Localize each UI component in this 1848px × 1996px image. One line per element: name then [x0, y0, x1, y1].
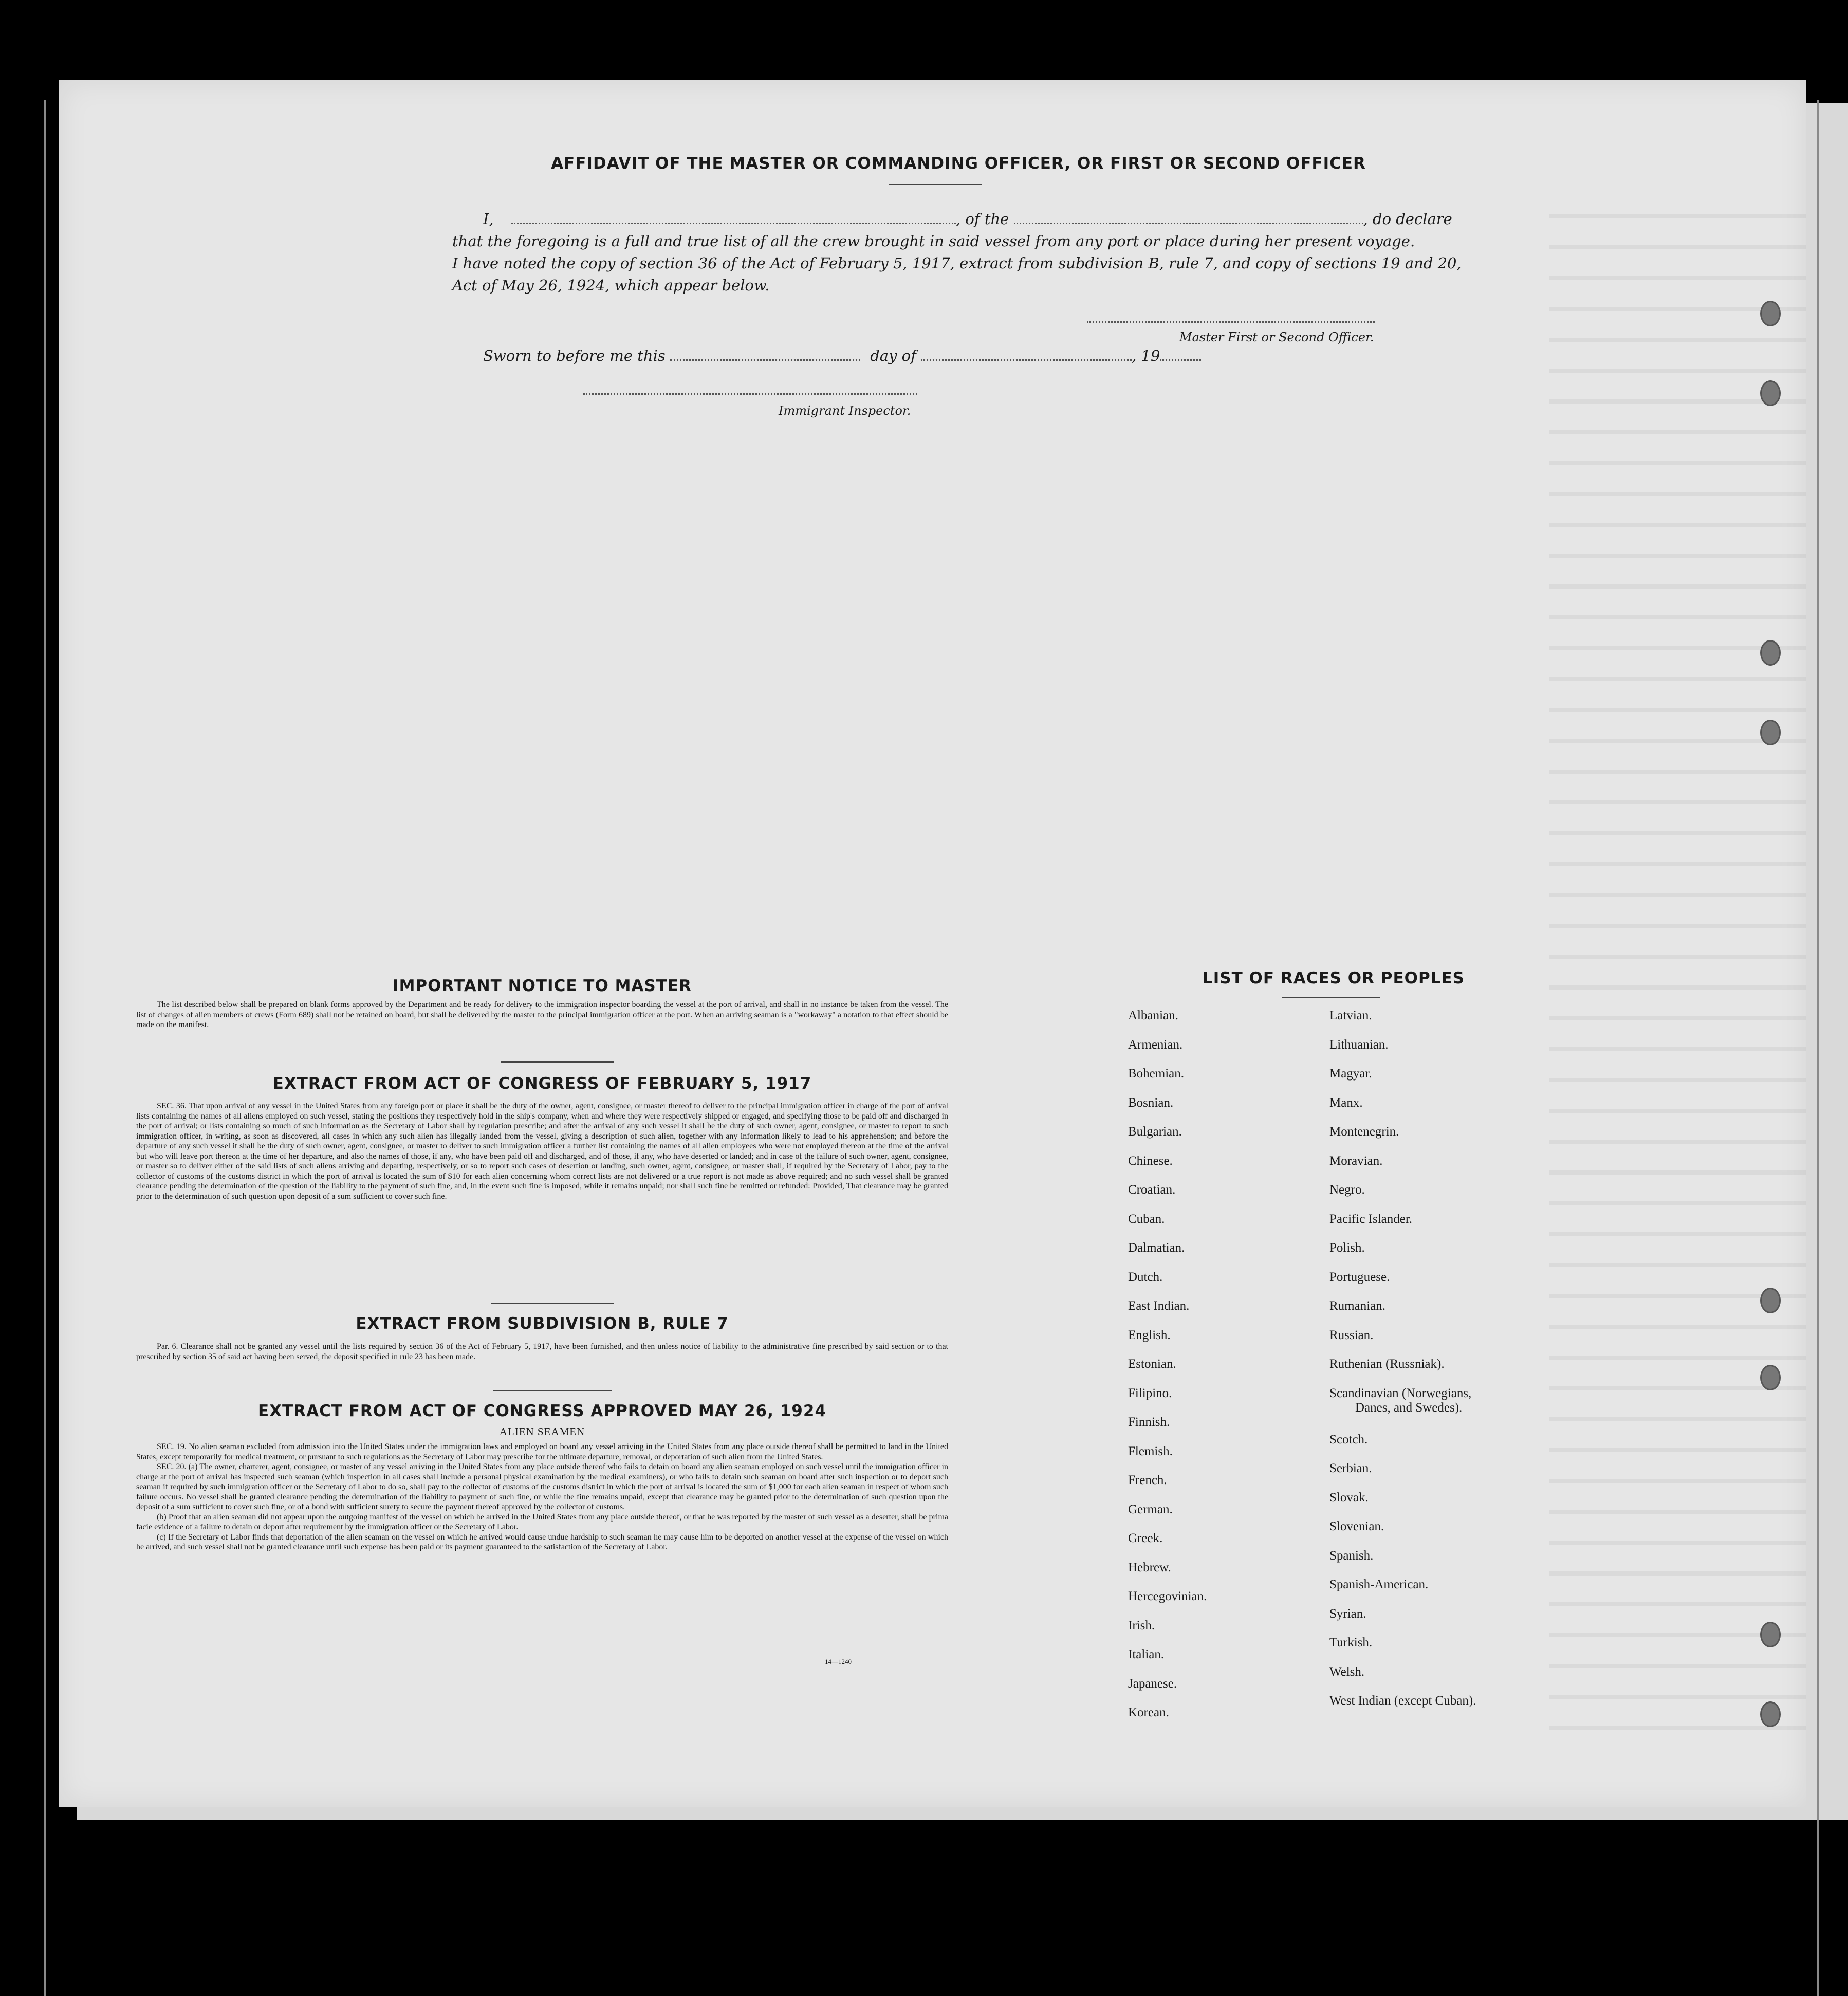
race-item: Ruthenian (Russniak). [1329, 1357, 1445, 1371]
inspector-label: Immigrant Inspector. [779, 404, 911, 418]
race-item: Rumanian. [1329, 1299, 1386, 1313]
race-item: Slovenian. [1329, 1519, 1384, 1533]
binding-hole-icon [1760, 1365, 1781, 1390]
race-item: West Indian (except Cuban). [1329, 1694, 1476, 1708]
race-item: Negro. [1329, 1183, 1365, 1197]
race-item: Finnish. [1128, 1415, 1170, 1429]
master-signature-label: Master First or Second Officer. [1179, 330, 1374, 344]
race-item: Bosnian. [1128, 1096, 1174, 1110]
race-item: Spanish. [1329, 1549, 1374, 1563]
binding-hole-icon [1760, 720, 1781, 745]
race-item: Armenian. [1128, 1038, 1183, 1052]
sec-20b: (b) Proof that an alien seaman did not appear upon the outgoing manifest of the vessel on which he arrived in the United States from any place outside thereof, or that he was reported by the master of such vessel as a deserter, shall be prima facie evidence of a failure to detain or deport after requirement by the immigration officer or the Secretary of Labor. [136, 1512, 948, 1531]
affidavit-declaration [452, 208, 1470, 297]
race-item: English. [1128, 1328, 1171, 1342]
affidavit-title: AFFIDAVIT OF THE MASTER OR COMMANDING OFFICER, OR FIRST OR SECOND OFFICER [551, 154, 1366, 173]
race-item: Portuguese. [1329, 1270, 1390, 1284]
race-item: Spanish-American. [1329, 1578, 1429, 1591]
race-item: Dutch. [1128, 1270, 1163, 1284]
declaration-line-1 [452, 208, 1470, 230]
race-item: Bulgarian. [1128, 1125, 1182, 1139]
race-item: German. [1128, 1503, 1173, 1516]
declarant-name-field[interactable] [511, 223, 956, 224]
race-item: Scotch. [1329, 1433, 1368, 1446]
race-item: Filipino. [1128, 1386, 1172, 1400]
race-item: Moravian. [1329, 1154, 1383, 1168]
rule7-body: Par. 6. Clearance shall not be granted any vessel until the lists required by section 36 of the Act of February 5, 1917, have been furnished, and then unless notice of liability to the administrative fine prescribed by said section or to that prescribed by section 35 of said act having been served, the deposit specified in rule 23 has been made. [136, 1342, 948, 1361]
race-item: Irish. [1128, 1619, 1155, 1633]
declaration-line-4: Act of May 26, 1924, which appear below. [452, 277, 770, 294]
race-item: Polish. [1329, 1241, 1365, 1255]
race-item: Turkish. [1329, 1636, 1373, 1650]
notice-title: IMPORTANT NOTICE TO MASTER [393, 977, 692, 995]
race-item: Flemish. [1128, 1444, 1173, 1458]
race-item: French. [1128, 1473, 1167, 1487]
decl-i: I, [483, 210, 494, 228]
extract-1917-body: SEC. 36. That upon arrival of any vessel in the United States from any foreign port or place it shall be the duty of the owner, agent, consignee, or master thereof to deliver to the principal immigration officer in charge of the port of arrival lists containing the names of all aliens employed on such vessel, stating the positions they respectively hold in the ship's company, when and where they were respectively shipped or engaged, and specifying those to be paid off and discharged in the port of arrival; or lists containing so much of such information as the Secretary of Labor shall by regulation prescribe; and after the arrival of any such vessel it shall be the duty of such owner, agent, consignee, or master to report to such immigration officer, in writing, as soon as discovered, all cases in which any such alien has illegally landed from the vessel, giving a description of such alien, together with any information likely to lead to his apprehension; and before the departure of any such vessel it shall be the duty of such owner, agent, consignee, or master to deliver to such immigration officer a further list containing the names of all alien employees who were not employed thereon at the time of the arrival but who will leave port thereon at the time of her departure, and also the names of those, if any, who have been paid off and discharged, and of those, if any, who have deserted or landed; and in case of the failure of such owner, agent, consignee, or master so to deliver either of the said lists of such aliens arriving and departing, respectively, or so to report such cases of desertion or landing, such owner, agent, consignee, or master shall, if required by the Secretary of Labor, pay to the collector of customs of the customs district in which the port of arrival is located the sum of $10 for each alien concerning whom correct lists are not delivered or a true report is not made as above required; and no such vessel shall be granted clearance pending the determination of the question of the liability to the payment of such fine, and, in the event such fine is imposed, while it remains unpaid; nor shall such fine be remitted or refunded: Provided, That clearance may be granted prior to the determination of such question upon deposit of a sum sufficient to cover such fine. [136, 1102, 948, 1201]
year-prefix-label: , 19 [1132, 347, 1160, 364]
rule7-title: EXTRACT FROM SUBDIVISION B, RULE 7 [356, 1314, 729, 1333]
race-item: Italian. [1128, 1647, 1165, 1661]
notice-body: The list described below shall be prepared on blank forms approved by the Department and be ready for delivery to the immigration inspector boarding the vessel at the port of arrival, and shall in no instance be taken from the vessel. The list of changes of alien members of crews (Form 689) shall not be retained on board, but shall be delivered by the master to the principal immigration officer at the port. When an arriving seaman is a "workaway" a notation to that effect should be made on the manifest. [136, 1000, 948, 1029]
declaration-line-3: I have noted the copy of section 36 of the Act of February 5, 1917, extract from subdivision B, rule 7, and copy of sections 19 and 20, [452, 254, 1462, 272]
binding-hole-icon [1760, 1701, 1781, 1727]
rule7-rule [493, 1390, 612, 1391]
race-item: Lithuanian. [1329, 1038, 1389, 1052]
vessel-name-field[interactable] [1014, 223, 1363, 224]
race-item: Croatian. [1128, 1183, 1176, 1197]
race-item: Danes, and Swedes). [1355, 1401, 1463, 1415]
decl-do-declare: , do declare [1363, 210, 1452, 228]
race-item: Chinese. [1128, 1154, 1173, 1168]
declaration-line-2: that the foregoing is a full and true list of all the crew brought in said vessel from any port or place during her present voyage. [452, 232, 1415, 250]
race-item: Korean. [1128, 1706, 1169, 1719]
sec-20c: (c) If the Secretary of Labor finds that deportation of the alien seaman on the vessel on which he arrived would cause undue hardship to such seaman he may cause him to be deported on another vessel at the expense of the vessel on which he arrived, and such vessel shall not be granted clearance until such expense has been paid or its payment guaranteed to the satisfaction of the Secretary of Labor. [136, 1532, 948, 1551]
binding-hole-icon [1760, 1622, 1781, 1647]
race-item: Greek. [1128, 1531, 1163, 1545]
race-item: Albanian. [1128, 1009, 1178, 1022]
notice-rule [501, 1061, 614, 1063]
alien-seamen-subtitle: ALIEN SEAMEN [499, 1425, 585, 1438]
sworn-day-field[interactable] [670, 359, 860, 361]
title-rule [889, 184, 982, 185]
binding-hole-icon [1760, 640, 1781, 666]
race-item: Cuban. [1128, 1212, 1165, 1226]
document-sheet [59, 80, 1806, 1807]
race-item: Dalmatian. [1128, 1241, 1185, 1255]
inspector-signature-field[interactable] [583, 393, 917, 395]
race-item: Hebrew. [1128, 1561, 1171, 1574]
binding-hole-icon [1760, 1288, 1781, 1313]
binding-hole-icon [1760, 301, 1781, 326]
extract-1917-rule [491, 1303, 614, 1304]
race-item: Russian. [1329, 1328, 1374, 1342]
decl-of-the: , of the [956, 210, 1009, 228]
master-signature-field[interactable] [1087, 321, 1375, 323]
binding-hole-icon [1760, 380, 1781, 406]
race-item: Syrian. [1329, 1607, 1366, 1621]
page-edge-left [44, 100, 46, 1996]
sworn-label: Sworn to before me this [483, 347, 666, 364]
sworn-month-field[interactable] [921, 359, 1132, 361]
race-item: Scandinavian (Norwegians, [1329, 1386, 1472, 1400]
race-item: Serbian. [1329, 1461, 1372, 1475]
page-edge-right [1817, 100, 1819, 1996]
race-item: Bohemian. [1128, 1067, 1185, 1081]
race-item: Montenegrin. [1329, 1125, 1399, 1139]
sworn-line [483, 347, 1201, 364]
race-item: Latvian. [1329, 1009, 1372, 1022]
race-item: Magyar. [1329, 1067, 1372, 1081]
race-item: Manx. [1329, 1096, 1363, 1110]
sec-20a: SEC. 20. (a) The owner, charterer, agent, consignee, or master of any vessel arriving in the United States from any place outside thereof who fails to detain on board any alien seaman employed on such vessel until the immigration officer in charge at the port of arrival has inspected such seaman (which inspection in all cases shall include a personal physical examination by the medical examiners), or who fails to detain such seaman on board after such inspection or to deport such seaman if required by such immigration officer or the Secretary of Labor to do so, shall pay to the collector of customs of the customs district in which the port of arrival is located the sum of $1,000 for each alien seaman in respect of whom such failure occurs. No vessel shall be granted clearance pending the determination of the liability to payment of such fine, or while the fine remains unpaid, except that clearance may be granted prior to the determination of such question upon the deposit of a sum sufficient to cover such fine, or of a bond with sufficient surety to secure the payment thereof approved by the collector of customs. [136, 1462, 948, 1511]
race-item: Estonian. [1128, 1357, 1176, 1371]
bleed-through-text [1549, 188, 1806, 1730]
extract-1917-title: EXTRACT FROM ACT OF CONGRESS OF FEBRUARY 5, 1917 [272, 1074, 812, 1093]
day-of-label: day of [870, 347, 916, 364]
sworn-year-field[interactable] [1160, 359, 1201, 361]
form-number: 14—1240 [825, 1658, 852, 1665]
extract-1924-body [136, 1442, 948, 1552]
races-title: LIST OF RACES OR PEOPLES [1202, 969, 1465, 987]
sec-19: SEC. 19. No alien seaman excluded from admission into the United States under the immigration laws and employed on board any vessel arriving in the United States from any place outside thereof shall be permitted to land in the United States, except temporarily for medical treatment, or pursuant to such regulations as the Secretary of Labor may prescribe for the ultimate departure, removal, or deportation of such alien from the United States. [136, 1442, 948, 1461]
races-rule [1282, 997, 1380, 998]
race-item: Hercegovinian. [1128, 1589, 1207, 1603]
race-item: East Indian. [1128, 1299, 1190, 1313]
race-item: Pacific Islander. [1329, 1212, 1413, 1226]
race-item: Japanese. [1128, 1677, 1177, 1691]
extract-1924-title: EXTRACT FROM ACT OF CONGRESS APPROVED MAY 26, 1924 [257, 1402, 827, 1420]
race-item: Slovak. [1329, 1491, 1369, 1505]
race-item: Welsh. [1329, 1665, 1365, 1679]
